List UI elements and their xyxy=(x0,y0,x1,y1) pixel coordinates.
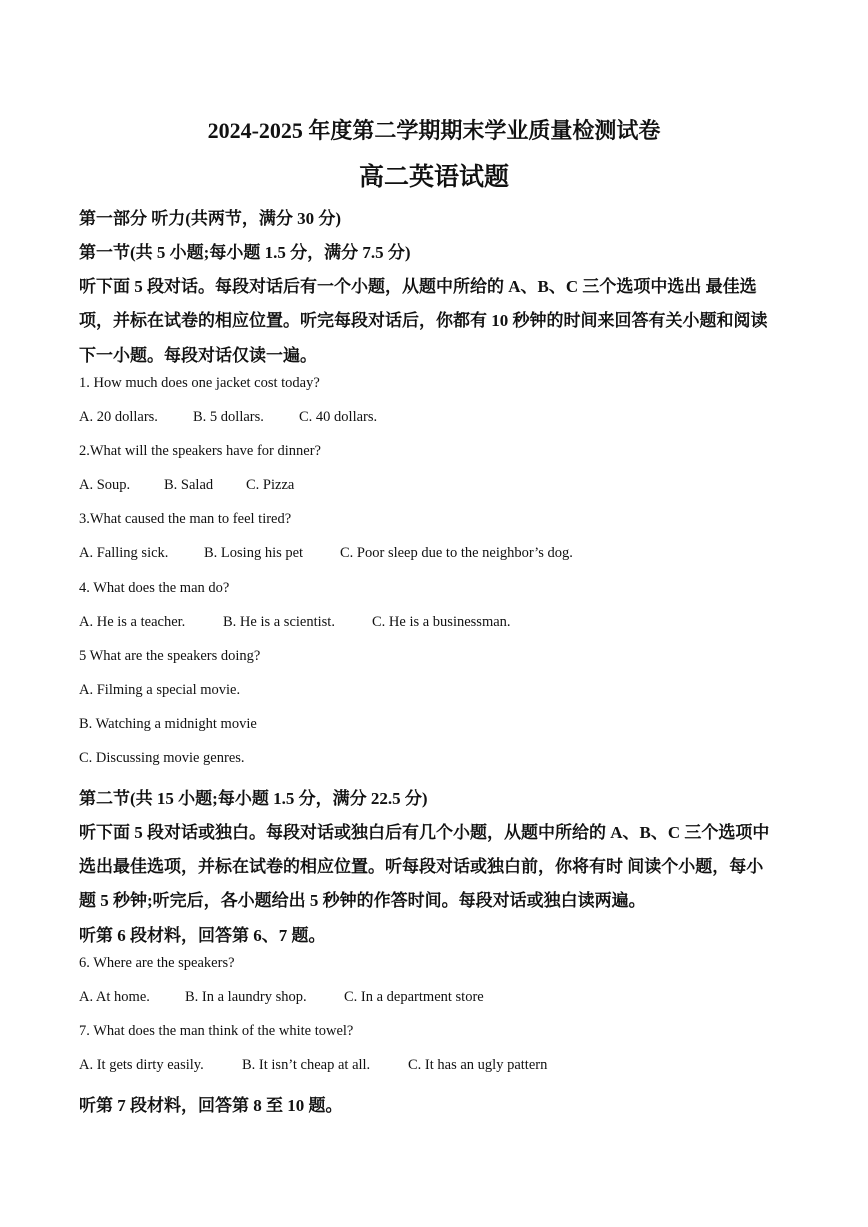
question-text: 7. What does the man think of the white towel? xyxy=(79,1023,354,1039)
option-b: B. Watching a midnight movie xyxy=(79,716,257,732)
section1-instruction-line: 项，并标在试卷的相应位置。听完每段对话后，你都有 10 秒钟的时间来回答有关小题和阅读 xyxy=(79,311,768,330)
option-c: C. Discussing movie genres. xyxy=(79,750,245,766)
question-options xyxy=(79,477,294,494)
material-6-heading: 听第 6 段材料，回答第 6、7 题。 xyxy=(79,926,326,945)
option-b: B. It isn’t cheap at all. xyxy=(242,1057,371,1073)
question-options xyxy=(79,614,511,631)
option-b: B. 5 dollars. xyxy=(193,409,264,425)
question-options xyxy=(79,545,573,562)
part1-heading: 第一部分 听力(共两节，满分 30 分) xyxy=(79,209,342,228)
section2-heading: 第二节(共 15 小题;每小题 1.5 分，满分 22.5 分) xyxy=(79,789,428,808)
option-b: B. Salad xyxy=(164,477,214,493)
option-c: C. Pizza xyxy=(246,477,295,493)
material-7-heading: 听第 7 段材料，回答第 8 至 10 题。 xyxy=(79,1096,343,1115)
section1-heading: 第一节(共 5 小题;每小题 1.5 分，满分 7.5 分) xyxy=(79,243,411,262)
option-a: A. It gets dirty easily. xyxy=(79,1057,204,1073)
option-b: B. He is a scientist. xyxy=(223,614,335,630)
option-a: A. Filming a special movie. xyxy=(79,682,241,698)
section2-instruction-line: 题 5 秒钟;听完后，各小题给出 5 秒钟的作答时间。每段对话或独白读两遍。 xyxy=(79,891,646,910)
option-a: A. Falling sick. xyxy=(79,545,169,561)
section2-instruction-line: 听下面 5 段对话或独白。每段对话或独白后有几个小题，从题中所给的 A、B、C 三个选项中 xyxy=(79,823,770,842)
question-text: 3.What caused the man to feel tired? xyxy=(79,511,292,527)
option-c: C. He is a businessman. xyxy=(372,614,511,630)
question-options xyxy=(79,409,377,426)
question-text: 5 What are the speakers doing? xyxy=(79,648,261,664)
option-b: B. Losing his pet xyxy=(204,545,304,561)
option-a: A. Soup. xyxy=(79,477,131,493)
question-text: 1. How much does one jacket cost today? xyxy=(79,375,320,391)
option-a: A. At home. xyxy=(79,989,150,1005)
option-c: C. It has an ugly pattern xyxy=(408,1057,548,1073)
question-text: 6. Where are the speakers? xyxy=(79,955,235,971)
question-options xyxy=(79,989,484,1006)
question-text: 2.What will the speakers have for dinner? xyxy=(79,443,321,459)
exam-subtitle: 高二英语试题 xyxy=(358,164,509,191)
option-c: C. In a department store xyxy=(344,989,484,1005)
option-a: A. He is a teacher. xyxy=(79,614,186,630)
option-c: C. 40 dollars. xyxy=(299,409,378,425)
section2-instruction-line: 选出最佳选项，并标在试卷的相应位置。听每段对话或独白前，你将有时 间读个小题，每小 xyxy=(79,857,764,876)
option-a: A. 20 dollars. xyxy=(79,409,158,425)
question-options xyxy=(79,1057,547,1074)
question-text: 4. What does the man do? xyxy=(79,580,230,596)
section1-instruction-line: 听下面 5 段对话。每段对话后有一个小题，从题中所给的 A、B、C 三个选项中选出 最佳选 xyxy=(79,277,757,296)
section1-instruction-line: 下一小题。每段对话仅读一遍。 xyxy=(79,346,317,365)
option-c: C. Poor sleep due to the neighbor’s dog. xyxy=(340,545,573,561)
exam-title: 2024-2025 年度第二学期期末学业质量检测试卷 xyxy=(207,118,661,143)
option-b: B. In a laundry shop. xyxy=(185,989,307,1005)
